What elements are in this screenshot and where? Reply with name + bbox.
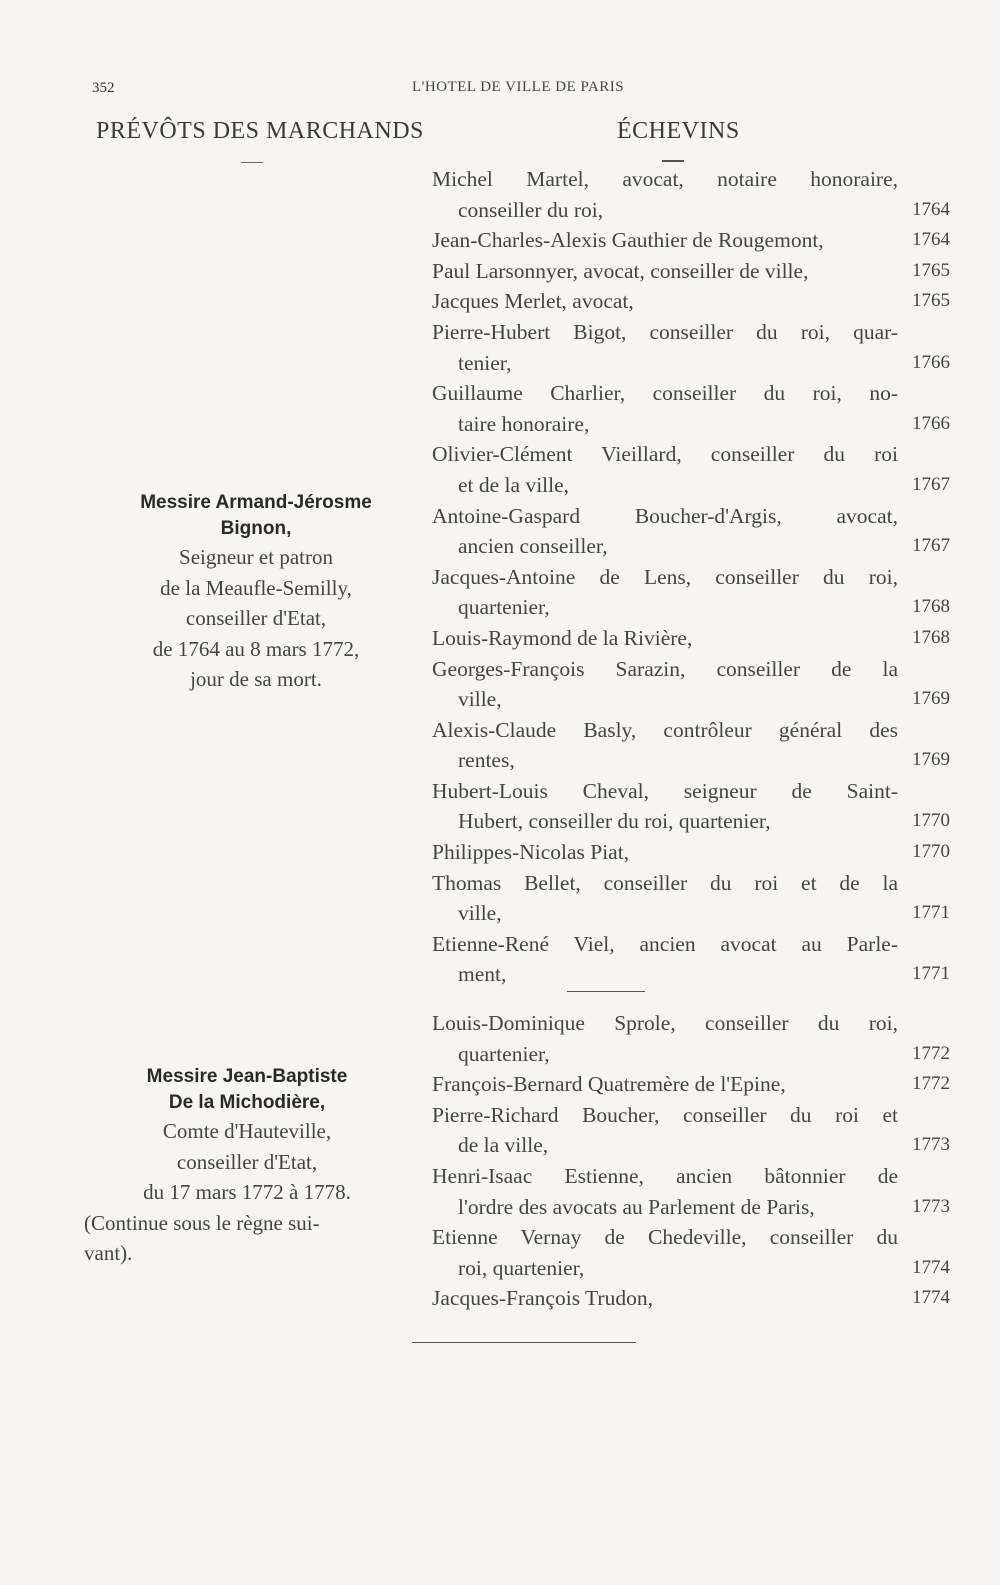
echevin-name-line: Etienne-René Viel, ancien avocat au Parle- xyxy=(432,931,898,956)
echevin-name-line: Jean-Charles-Alexis Gauthier de Rougemont, xyxy=(432,228,824,253)
echevin-entry xyxy=(432,1283,952,1314)
echevin-entry xyxy=(432,837,952,868)
echevin-continuation-line: ville, xyxy=(458,901,502,926)
echevin-year: 1768 xyxy=(912,596,950,618)
echevin-name-line: Thomas Bellet, conseiller du roi et de la xyxy=(432,870,898,895)
running-title: L'HOTEL DE VILLE DE PARIS xyxy=(412,79,625,95)
echevin-name-line: Michel Martel, avocat, notaire honoraire, xyxy=(432,167,898,191)
echevin-name-line: Jacques-François Trudon, xyxy=(432,1286,653,1311)
prevot-detail-line: conseiller d'Etat, xyxy=(185,606,327,630)
echevin-year: 1766 xyxy=(912,412,950,434)
echevin-name-line: Etienne Vernay de Chedeville, conseiller du xyxy=(432,1225,898,1250)
echevin-entry xyxy=(432,256,952,287)
echevin-continuation-line: de la ville, xyxy=(458,1133,549,1158)
echevin-entry xyxy=(432,164,952,225)
echevin-continuation-line: Hubert, conseiller du roi, quartenier, xyxy=(458,809,771,834)
section-separator xyxy=(567,991,645,992)
echevin-year: 1769 xyxy=(912,688,950,710)
prevot-detail-line: du 17 mars 1772 à 1778. xyxy=(143,1180,351,1204)
echevin-year: 1772 xyxy=(912,1073,950,1095)
echevins-column-heading: ÉCHEVINS xyxy=(617,118,740,144)
prevot-name-line: Messire Jean-Baptiste xyxy=(146,1066,348,1087)
echevin-entry xyxy=(432,317,952,378)
echevin-year: 1764 xyxy=(912,198,950,220)
echevin-entry xyxy=(432,286,952,317)
prevot-detail-line: vant). xyxy=(84,1241,133,1265)
echevin-name-line: Louis-Dominique Sprole, conseiller du roi, xyxy=(432,1011,898,1035)
echevin-year: 1770 xyxy=(912,841,950,863)
echevin-entry xyxy=(432,715,952,776)
echevin-entry xyxy=(432,378,952,439)
prevot-detail-line: (Continue sous le règne sui- xyxy=(84,1210,320,1235)
echevin-name-line: Georges-François Sarazin, conseiller de la xyxy=(432,656,898,681)
echevin-entry xyxy=(432,439,952,500)
echevin-name-line: Alexis-Claude Basly, contrôleur général des xyxy=(432,717,898,742)
echevin-entry xyxy=(432,868,952,929)
echevin-entry xyxy=(432,929,952,990)
echevin-year: 1767 xyxy=(912,535,950,557)
echevin-continuation-line: taire honoraire, xyxy=(458,411,590,436)
echevin-name-line: Olivier-Clément Vieillard, conseiller du roi xyxy=(432,442,898,467)
echevin-year: 1765 xyxy=(912,259,950,281)
echevin-name-line: Louis-Raymond de la Rivière, xyxy=(432,625,693,650)
echevin-name-line: Pierre-Richard Boucher, conseiller du roi et xyxy=(432,1102,898,1127)
echevin-year: 1774 xyxy=(912,1256,950,1278)
echevin-continuation-line: tenier, xyxy=(458,350,512,375)
prevot-entry-michodiere xyxy=(84,1064,410,1269)
prevots-column-heading: PRÉVÔTS DES MARCHANDS xyxy=(96,118,424,144)
echevin-entry xyxy=(432,623,952,654)
prevot-detail-line: Seigneur et patron xyxy=(179,545,333,569)
echevin-year: 1764 xyxy=(912,229,950,251)
echevin-year: 1766 xyxy=(912,351,950,373)
prevot-detail-line: conseiller d'Etat, xyxy=(176,1149,318,1174)
echevin-name-line: Jacques Merlet, avocat, xyxy=(432,289,634,314)
echevin-entry xyxy=(432,1161,952,1222)
echevin-continuation-line: conseiller du roi, xyxy=(458,197,604,222)
echevin-entry xyxy=(432,1222,952,1283)
prevot-name-line: Messire Armand-Jérosme xyxy=(140,492,372,513)
prevot-entry-bignon xyxy=(110,490,402,695)
page-end-rule xyxy=(412,1342,636,1343)
echevin-continuation-line: roi, quartenier, xyxy=(458,1255,585,1280)
echevin-year: 1771 xyxy=(912,902,950,924)
echevin-continuation-line: l'ordre des avocats au Parlement de Paris, xyxy=(458,1194,815,1219)
echevin-continuation-line: et de la ville, xyxy=(458,472,570,497)
prevot-detail-line: de 1764 au 8 mars 1772, xyxy=(152,636,360,661)
prevot-detail-line: Comte d'Hauteville, xyxy=(162,1119,332,1143)
echevin-entry xyxy=(432,501,952,562)
echevins-list-1772-1774 xyxy=(432,1008,952,1314)
prevot-name-line: De la Michodière, xyxy=(168,1092,326,1113)
echevin-year: 1772 xyxy=(912,1042,950,1064)
prevot-detail-line: de la Meaufle-Semilly, xyxy=(160,575,352,600)
page-number: 352 xyxy=(92,80,115,96)
echevin-entry xyxy=(432,654,952,715)
echevin-entry xyxy=(432,1008,952,1069)
echevin-continuation-line: ment, xyxy=(458,962,507,987)
echevin-continuation-line: quartenier, xyxy=(458,595,550,620)
echevin-year: 1767 xyxy=(912,473,950,495)
echevin-year: 1768 xyxy=(912,626,950,648)
echevin-entry xyxy=(432,1100,952,1161)
echevin-continuation-line: ancien conseiller, xyxy=(458,534,608,559)
echevin-name-line: Pierre-Hubert Bigot, conseiller du roi, quar- xyxy=(432,319,898,344)
echevin-year: 1773 xyxy=(912,1195,950,1217)
echevin-name-line: Philippes-Nicolas Piat, xyxy=(432,840,630,865)
echevin-entry xyxy=(432,225,952,256)
echevin-year: 1771 xyxy=(912,963,950,985)
prevots-heading-dash xyxy=(241,162,263,163)
echevin-continuation-line: ville, xyxy=(458,687,502,712)
echevin-entry xyxy=(432,776,952,837)
echevin-year: 1769 xyxy=(912,749,950,771)
echevin-name-line: Paul Larsonnyer, avocat, conseiller de ville, xyxy=(432,258,809,283)
prevot-detail-line: jour de sa mort. xyxy=(190,667,322,691)
echevin-year: 1770 xyxy=(912,810,950,832)
echevin-entry xyxy=(432,1069,952,1100)
echevin-name-line: François-Bernard Quatremère de l'Epine, xyxy=(432,1072,786,1097)
echevin-year: 1765 xyxy=(912,290,950,312)
echevin-name-line: Henri-Isaac Estienne, ancien bâtonnier de xyxy=(432,1163,898,1188)
echevin-name-line: Guillaume Charlier, conseiller du roi, no- xyxy=(432,381,898,406)
echevins-heading-dash xyxy=(662,160,684,162)
echevin-year: 1774 xyxy=(912,1287,950,1309)
echevin-year: 1773 xyxy=(912,1134,950,1156)
echevin-name-line: Jacques-Antoine de Lens, conseiller du roi, xyxy=(432,564,898,589)
echevin-name-line: Antoine-Gaspard Boucher-d'Argis, avocat, xyxy=(432,503,898,528)
echevin-name-line: Hubert-Louis Cheval, seigneur de Saint- xyxy=(432,778,898,803)
echevins-list-1764-1771 xyxy=(432,164,952,990)
prevot-name-line: Bignon, xyxy=(220,518,292,539)
echevin-continuation-line: quartenier, xyxy=(458,1041,550,1066)
echevin-continuation-line: rentes, xyxy=(458,748,515,773)
echevin-entry xyxy=(432,562,952,623)
